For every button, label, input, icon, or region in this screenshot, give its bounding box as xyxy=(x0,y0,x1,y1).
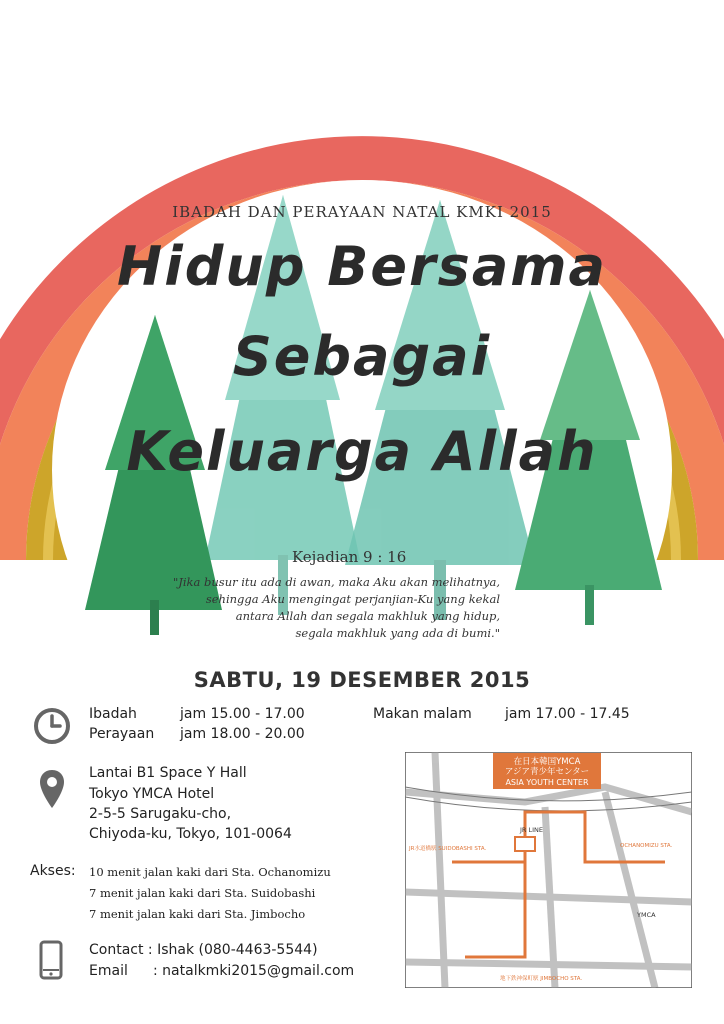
makan-malam-time: jam 17.00 - 17.45 xyxy=(505,706,630,722)
contact-line: Contact : Ishak (080-4463-5544) xyxy=(89,942,318,958)
access-route: 7 menit jalan kaki dari Sta. Suidobashi xyxy=(89,886,316,900)
map-pin-icon xyxy=(38,768,66,810)
verse-line: segala makhluk yang ada di bumi." xyxy=(295,626,500,640)
map-label-ymca: YMCA xyxy=(637,911,656,919)
verse-line: antara Allah dan segala makhluk yang hidup, xyxy=(235,609,500,623)
verse-reference: Kejadian 9 : 16 xyxy=(292,548,407,566)
event-subtitle: IBADAH DAN PERAYAAN NATAL KMKI 2015 xyxy=(172,203,552,221)
map-label-ochanomizu: OCHANOMIZU STA. xyxy=(620,843,673,849)
access-route: 7 menit jalan kaki dari Sta. Jimbocho xyxy=(89,907,306,921)
ibadah-label: Ibadah xyxy=(89,706,137,722)
email-label: Email xyxy=(89,963,128,979)
map-label-jr-line: JR LINE xyxy=(520,826,544,834)
location-line-4: Chiyoda-ku, Tokyo, 101-0064 xyxy=(89,826,292,842)
location-line-1: Lantai B1 Space Y Hall xyxy=(89,765,247,781)
map-header-line-2: アジア青少年センター xyxy=(504,767,590,777)
location-map[interactable] xyxy=(405,752,692,988)
title-line-2: Sebagai xyxy=(232,325,492,388)
title-line-1: Hidup Bersama xyxy=(117,235,607,298)
clock-icon xyxy=(33,707,71,745)
access-route: 10 menit jalan kaki dari Sta. Ochanomizu xyxy=(89,865,331,879)
map-header-line-1: 在日本韓国YMCA xyxy=(513,757,581,767)
event-date: SABTU, 19 DESEMBER 2015 xyxy=(193,668,531,692)
location-line-3: 2-5-5 Sarugaku-cho, xyxy=(89,806,232,822)
ibadah-time: jam 15.00 - 17.00 xyxy=(180,706,305,722)
makan-malam-label: Makan malam xyxy=(373,706,472,722)
perayaan-time: jam 18.00 - 20.00 xyxy=(180,726,305,742)
map-label-jimbocho: 地下鉄神保町駅 JIMBOCHO STA. xyxy=(500,976,583,982)
verse-line: sehingga Aku mengingat perjanjian-Ku yang kekal xyxy=(205,592,500,606)
map-label-suidobashi: JR水道橋駅 SUIDOBASHI STA. xyxy=(409,846,487,852)
perayaan-label: Perayaan xyxy=(89,726,155,742)
map-header-line-3: ASIA YOUTH CENTER xyxy=(505,778,589,787)
email-value[interactable]: : natalkmki2015@gmail.com xyxy=(153,963,355,979)
access-label: Akses: xyxy=(30,863,76,879)
title-line-3: Keluarga Allah xyxy=(126,420,598,483)
verse-line: "Jika busur itu ada di awan, maka Aku akan melihatnya, xyxy=(172,575,500,589)
phone-icon xyxy=(39,940,63,980)
location-line-2: Tokyo YMCA Hotel xyxy=(89,786,215,802)
